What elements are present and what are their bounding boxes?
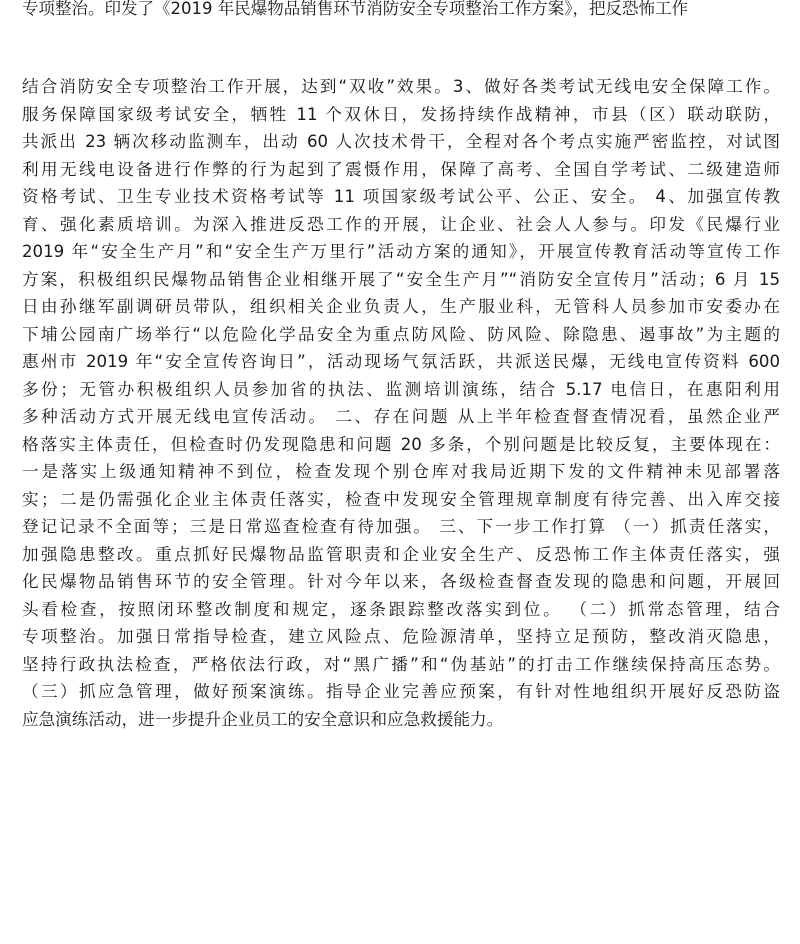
body-text-line: 2019 年“安全生产月”和“安全生产万里行”活动方案的通知》，开展宣传教育活动等宣传工作 xyxy=(22,242,780,261)
body-text-line: 下埔公园南广场举行“以危险化学品安全为重点防风险、防风险、除隐患、遏事故”为主题的 xyxy=(22,324,780,344)
body-text-line: 资格考试、卫生专业技术资格考试等 11 项国家级考试公平、公正、安全。 4、加强宣传教 xyxy=(22,187,780,206)
body-text-line: 结合消防安全专项整治工作开展，达到“双收”效果。3、做好各类考试无线电安全保障工作。 xyxy=(22,77,780,96)
body-text-line: 应急演练活动，进一步提升企业员工的安全意识和应急救援能力。 xyxy=(22,709,504,729)
body-text-line: （三）抓应急管理，做好预案演练。指导企业完善应预案，有针对性地组织开展好反恐防盗 xyxy=(22,682,780,701)
body-text-line: 多份；无管办积极组织人员参加省的执法、监测培训演练，结合 5.17 电信日，在惠阳利用 xyxy=(22,379,780,399)
body-text-line: 多种活动方式开展无线电宣传活动。 二、存在问题 从上半年检查督查情况看，虽然企业严 xyxy=(22,407,780,426)
body-text-line: 坚持行政执法检查，严格依法行政，对“黑广播”和“伪基站”的打击工作继续保持高压态势。 xyxy=(22,654,780,674)
body-text-line: 方案，积极组织民爆物品销售企业相继开展了“安全生产月”“消防安全宣传月”活动；6 月 15 xyxy=(22,269,780,289)
body-text-line: 日由孙继军副调研员带队，组织相关企业负责人，生产服业科，无管科人员参加市安委办在 xyxy=(22,297,780,316)
body-text-line: 惠州市 2019 年“安全宣传咨询日”，活动现场气氛活跃，共派送民爆，无线电宣传资料 600 xyxy=(22,352,780,371)
body-text-line: 共派出 23 辆次移动监测车，出动 60 人次技术骨干，全程对各个考点实施严密监控，对试图 xyxy=(22,132,780,151)
body-text-line: 化民爆物品销售环节的安全管理。针对今年以来，各级检查督查发现的隐患和问题，开展回 xyxy=(22,572,780,591)
body-text-line: 一是落实上级通知精神不到位，检查发现个别仓库对我局近期下发的文件精神未见部署落 xyxy=(22,462,780,481)
body-text-line: 利用无线电设备进行作弊的行为起到了震慑作用，保障了高考、全国自学考试、二级建造师 xyxy=(22,159,780,179)
body-text-line: 育、强化素质培训。为深入推进反恐工作的开展，让企业、社会人人参与。印发《民爆行业 xyxy=(22,214,780,234)
body-text-line: 专项整治。加强日常指导检查，建立风险点、危险源清单，坚持立足预防，整改消灭隐患， xyxy=(22,627,780,646)
body-text-line: 实；二是仍需强化企业主体责任落实，检查中发现安全管理规章制度有待完善、出入库交接 xyxy=(22,489,780,509)
document-body xyxy=(22,73,780,733)
body-text-line: 头看检查，按照闭环整改制度和规定，逐条跟踪整改落实到位。 （二）抓常态管理，结合 xyxy=(22,599,780,619)
body-text-line: 格落实主体责任，但检查时仍发现隐患和问题 20 多条，个别问题是比较反复，主要体现在： xyxy=(22,434,780,454)
body-text-line: 登记记录不全面等；三是日常巡查检查有待加强。 三、下一步工作打算 （一）抓责任落实， xyxy=(22,517,780,536)
body-text-line: 服务保障国家级考试安全，牺牲 11 个双休日，发扬持续作战精神，市县（区）联动联防， xyxy=(22,104,780,124)
header-text-line: 专项整治。印发了《2019 年民爆物品销售环节消防安全专项整治工作方案》，把反恐怖工作 xyxy=(22,0,688,18)
body-text-line: 加强隐患整改。重点抓好民爆物品监管职责和企业安全生产、反恐怖工作主体责任落实，强 xyxy=(22,544,780,564)
